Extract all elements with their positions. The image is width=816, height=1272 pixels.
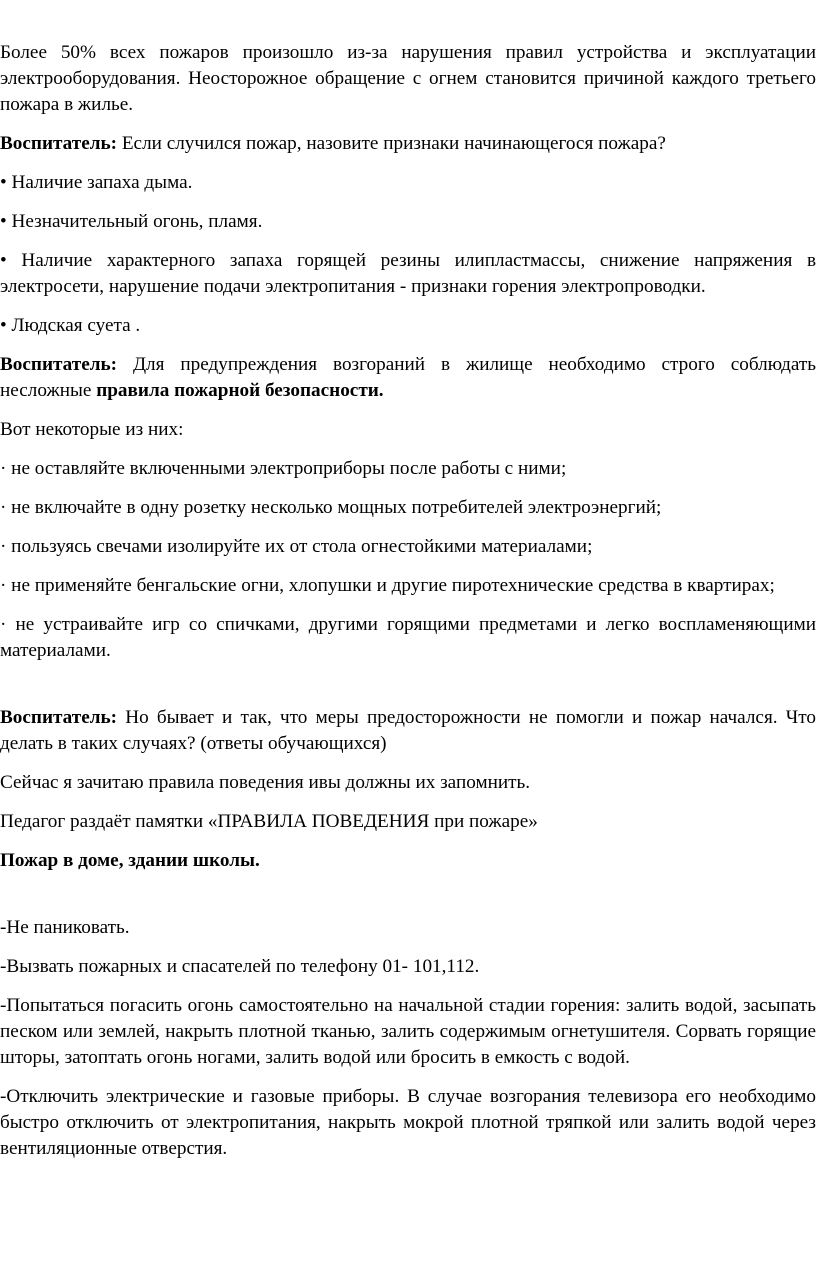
question-text: Но бывает и так, что меры предосторожности не помогли и пожар начался. Что делать в таких случаях? (ответы обучающихся) (0, 707, 816, 754)
intro-paragraph: Более 50% всех пожаров произошло из-за нарушения правил устройства и эксплуатации электрооборудования. Неосторожное обращение с огнем становится причиной каждого третьего пожара в жилье. (0, 42, 816, 115)
speaker-label: Воспитатель: (0, 707, 118, 728)
speaker-label: Воспитатель: (0, 133, 118, 154)
rule-item: · не включайте в одну розетку несколько мощных потребителей электроэнергий; (0, 497, 662, 518)
sign-item: • Наличие характерного запаха горящей резины илипластмассы, снижение напряжения в электросети, нарушение подачи электропитания - признаки горения электропроводки. (0, 250, 816, 297)
spacer (0, 677, 816, 705)
action-item: -Попытаться погасить огонь самостоятельно на начальной стадии горения: залить водой, засыпать песком или землей, накрыть плотной тканью, залить содержимым огнетушителя. Сорвать горящие шторы, затоптать огонь ногами, залить водой или бросить в емкость с водой. (0, 995, 816, 1068)
rule-item: · не устраивайте игр со спичками, другими горящими предметами и легко воспламеняющими материалами. (0, 614, 816, 661)
read-rules-line: Сейчас я зачитаю правила поведения ивы должны их запомнить. (0, 772, 531, 793)
speaker-label: Воспитатель: (0, 354, 118, 375)
rules-intro: Вот некоторые из них: (0, 419, 184, 440)
spacer (0, 887, 816, 915)
sign-item: • Незначительный огонь, пламя. (0, 211, 263, 232)
action-item: -Не паниковать. (0, 917, 130, 938)
handout-line: Педагог раздаёт памятки «ПРАВИЛА ПОВЕДЕНИЯ при пожаре» (0, 811, 538, 832)
sign-item: • Людская суета . (0, 315, 141, 336)
sign-item: • Наличие запаха дыма. (0, 172, 193, 193)
prevention-paragraph (0, 352, 816, 404)
question-fire-started (0, 705, 816, 757)
action-item: -Отключить электрические и газовые приборы. В случае возгорания телевизора его необходимо быстро отключить от электропитания, накрыть мокрой плотной тряпкой или залить водой через вентиляционные отверстия. (0, 1086, 816, 1159)
prevention-text: Для предупреждения возгораний в жилище необходимо строго соблюдать несложные (0, 354, 816, 401)
question-text: Если случился пожар, назовите признаки начинающегося пожара? (117, 133, 666, 154)
action-item: -Вызвать пожарных и спасателей по телефону 01- 101,112. (0, 956, 480, 977)
rule-item: · не применяйте бенгальские огни, хлопушки и другие пиротехнические средства в квартирах; (0, 575, 775, 596)
question-fire-signs (0, 131, 816, 157)
prevention-bold: правила пожарной безопасности. (96, 380, 384, 401)
rule-item: · не оставляйте включенными электроприборы после работы с ними; (0, 458, 567, 479)
section-title: Пожар в доме, здании школы. (0, 850, 260, 871)
rule-item: · пользуясь свечами изолируйте их от стола огнестойкими материалами; (0, 536, 593, 557)
